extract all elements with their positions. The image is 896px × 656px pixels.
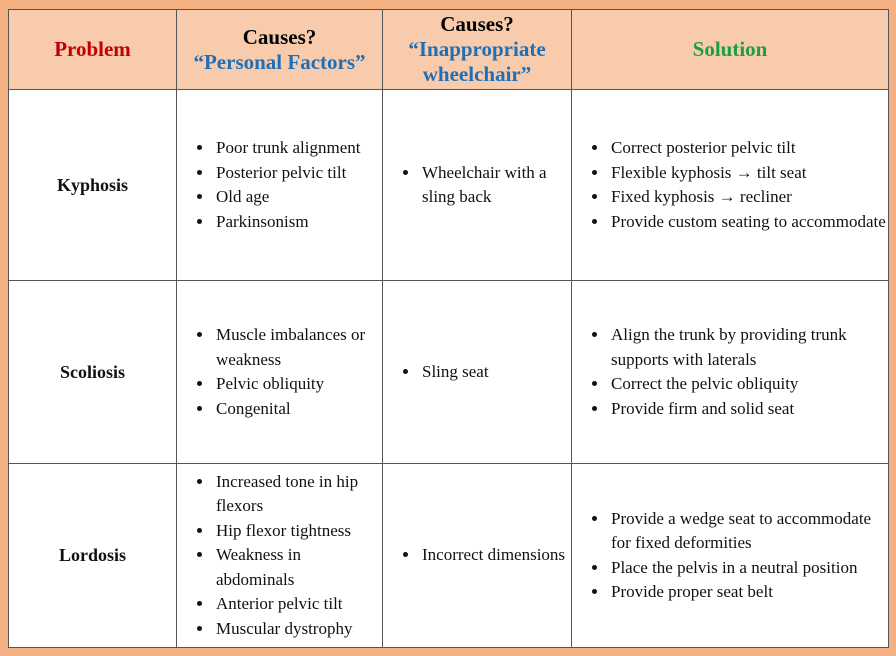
header-row [9, 10, 889, 90]
wheelchair-cell [383, 281, 572, 464]
list-item: • Muscle imbalances or weakness [214, 323, 381, 372]
list-item: • Align the trunk by providing trunk supports with laterals [609, 323, 887, 372]
wheelchair-cell [383, 90, 572, 281]
personal-factors-cell [177, 90, 383, 281]
list-item: • Flexible kyphosis → tilt seat [609, 161, 887, 186]
table-frame [8, 9, 888, 647]
list-item: • Anterior pelvic tilt [214, 592, 381, 617]
header-solution: Solution [572, 10, 889, 90]
list-item: • Increased tone in hip flexors [214, 470, 381, 519]
list-item: • Old age [214, 185, 381, 210]
solution-cell [572, 464, 889, 648]
list-item: • Congenital [214, 397, 381, 422]
table-row [9, 281, 889, 464]
list-item: • Fixed kyphosis → recliner [609, 185, 887, 210]
list-item: • Provide a wedge seat to accommodate for fixed deformities [609, 507, 887, 556]
list-item: • Muscular dystrophy [214, 617, 381, 642]
header-problem: Problem [9, 10, 177, 90]
list-item: • Wheelchair with a sling back [420, 161, 570, 210]
list-item: • Provide firm and solid seat [609, 397, 887, 422]
wheelchair-cell [383, 464, 572, 648]
list-item: • Poor trunk alignment [214, 136, 381, 161]
solution-cell [572, 281, 889, 464]
list-item: • Place the pelvis in a neutral position [609, 556, 887, 581]
problem-cell: Scoliosis [9, 281, 177, 464]
list-item: • Pelvic obliquity [214, 372, 381, 397]
personal-factors-cell [177, 281, 383, 464]
list-item: • Parkinsonism [214, 210, 381, 235]
list-item: • Provide proper seat belt [609, 580, 887, 605]
list-item: • Incorrect dimensions [420, 543, 570, 568]
list-item: • Weakness in abdominals [214, 543, 381, 592]
list-item: • Provide custom seating to accommodate [609, 210, 887, 235]
table-row [9, 90, 889, 281]
table-row [9, 464, 889, 648]
list-item: • Correct the pelvic obliquity [609, 372, 887, 397]
header-inappropriate-wheelchair: Causes? “Inappropriate wheelchair” [383, 10, 572, 90]
list-item: • Hip flexor tightness [214, 519, 381, 544]
list-item: • Correct posterior pelvic tilt [609, 136, 887, 161]
problem-cell: Lordosis [9, 464, 177, 648]
solution-cell [572, 90, 889, 281]
problem-cell: Kyphosis [9, 90, 177, 281]
personal-factors-cell [177, 464, 383, 648]
header-personal-factors: Causes? “Personal Factors” [177, 10, 383, 90]
list-item: • Sling seat [420, 360, 570, 385]
list-item: • Posterior pelvic tilt [214, 161, 381, 186]
posture-table [8, 9, 889, 648]
